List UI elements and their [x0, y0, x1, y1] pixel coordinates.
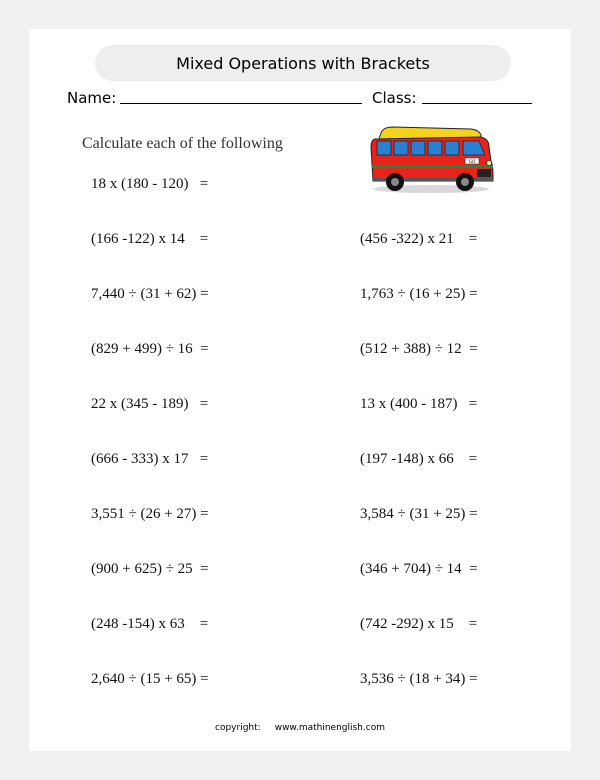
- problem-right-9: 3,536 ÷ (18 + 34) =: [360, 671, 478, 687]
- class-label: Class:: [372, 89, 417, 107]
- problem-right-6: 3,584 ÷ (31 + 25) =: [360, 506, 478, 522]
- copyright-footer: [29, 723, 571, 733]
- instructions-text: Calculate each of the following: [82, 135, 283, 152]
- problem-left-4: (829 + 499) ÷ 16 =: [91, 341, 209, 357]
- bus-illustration: [367, 125, 497, 195]
- problem-left-1: 18 x (180 - 120) =: [91, 176, 209, 192]
- problem-right-7: (346 + 704) ÷ 14 =: [360, 561, 478, 577]
- problem-left-6: (666 - 333) x 17 =: [91, 451, 209, 467]
- problem-right-5: (197 -148) x 66 =: [360, 451, 478, 467]
- problem-right-8: (742 -292) x 15 =: [360, 616, 478, 632]
- name-field-line: [120, 103, 362, 104]
- copyright-url: www.mathinenglish.com: [274, 723, 385, 733]
- problem-right-2: 1,763 ÷ (16 + 25) =: [360, 286, 478, 302]
- problem-right-3: (512 + 388) ÷ 12 =: [360, 341, 478, 357]
- worksheet-title: Mixed Operations with Brackets: [95, 45, 511, 81]
- problem-right-4: 13 x (400 - 187) =: [360, 396, 478, 412]
- copyright-label: copyright:: [215, 723, 261, 733]
- problem-left-2: (166 -122) x 14 =: [91, 231, 209, 247]
- name-label: Name:: [67, 89, 117, 107]
- problem-left-7: 3,551 ÷ (26 + 27) =: [91, 506, 209, 522]
- class-field-line: [422, 103, 532, 104]
- problem-left-8: (900 + 625) ÷ 25 =: [91, 561, 209, 577]
- bus-plate-text: GO: [468, 159, 476, 164]
- worksheet-page: [29, 29, 571, 751]
- problem-right-1: (456 -322) x 21 =: [360, 231, 478, 247]
- problem-left-10: 2,640 ÷ (15 + 65) =: [91, 671, 209, 687]
- problem-left-5: 22 x (345 - 189) =: [91, 396, 209, 412]
- problem-left-9: (248 -154) x 63 =: [91, 616, 209, 632]
- problem-left-3: 7,440 ÷ (31 + 62) =: [91, 286, 209, 302]
